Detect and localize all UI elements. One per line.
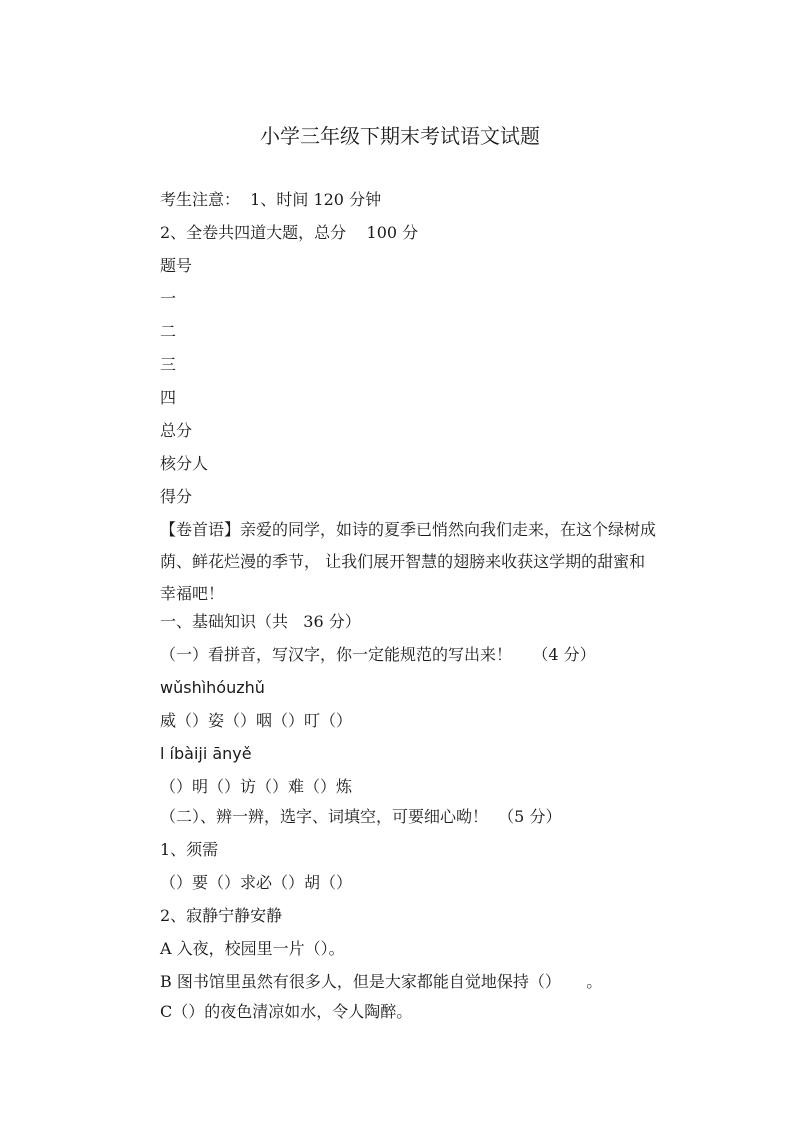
notice-line-1: 考生注意： 1、时间 120 分钟: [160, 190, 382, 209]
section1-heading: 一、基础知识（共 36 分）: [160, 612, 361, 631]
item2-label: 2、寂静宁静安静: [160, 906, 283, 925]
score-table-row: 总分: [160, 421, 193, 440]
score-table-row: 二: [160, 322, 177, 341]
preface-paragraph: 【卷首语】亲爱的同学，如诗的夏季已悄然向我们走来，在这个绿树成荫、鲜花烂漫的季节， 让我们展开智慧的翅膀来收获这学期的甜蜜和幸福吧！: [160, 520, 657, 603]
part1-heading: （一）看拼音，写汉字，你一定能规范的写出来！ （4 分）: [160, 645, 596, 664]
score-table-row: 得分: [160, 487, 193, 506]
sentence-b: B 图书馆里虽然有很多人，但是大家都能自觉地保持（） 。: [160, 972, 603, 991]
item1-label: 1、须需: [160, 840, 219, 859]
sentence-a: A 入夜，校园里一片（）。: [160, 939, 345, 958]
notice-line-2: 2、全卷共四道大题，总分 100 分: [160, 223, 419, 242]
score-table-header: 题号: [160, 256, 193, 275]
score-table-row: 一: [160, 289, 177, 308]
fill-row-1: 威（）姿（）咽（）叮（）: [160, 711, 353, 730]
pinyin-line-2: l íbàiji ānyě: [160, 744, 252, 763]
sentence-c: C（）的夜色清凉如水，令人陶醉。: [160, 1002, 413, 1021]
score-table-row: 三: [160, 355, 177, 374]
score-table-row: 四: [160, 388, 177, 407]
part2-heading: （二）、辨一辨，选字、词填空，可要细心呦！ （5 分）: [160, 807, 562, 826]
pinyin-line-1: wǔshìhóuzhǔ: [160, 678, 265, 697]
score-table-row: 核分人: [160, 454, 209, 473]
page-title: 小学三年级下期末考试语文试题: [260, 124, 540, 148]
item1-fill-row: （）要（）求必（）胡（）: [160, 873, 353, 892]
fill-row-2: （）明（）访（）难（）炼: [160, 777, 353, 796]
